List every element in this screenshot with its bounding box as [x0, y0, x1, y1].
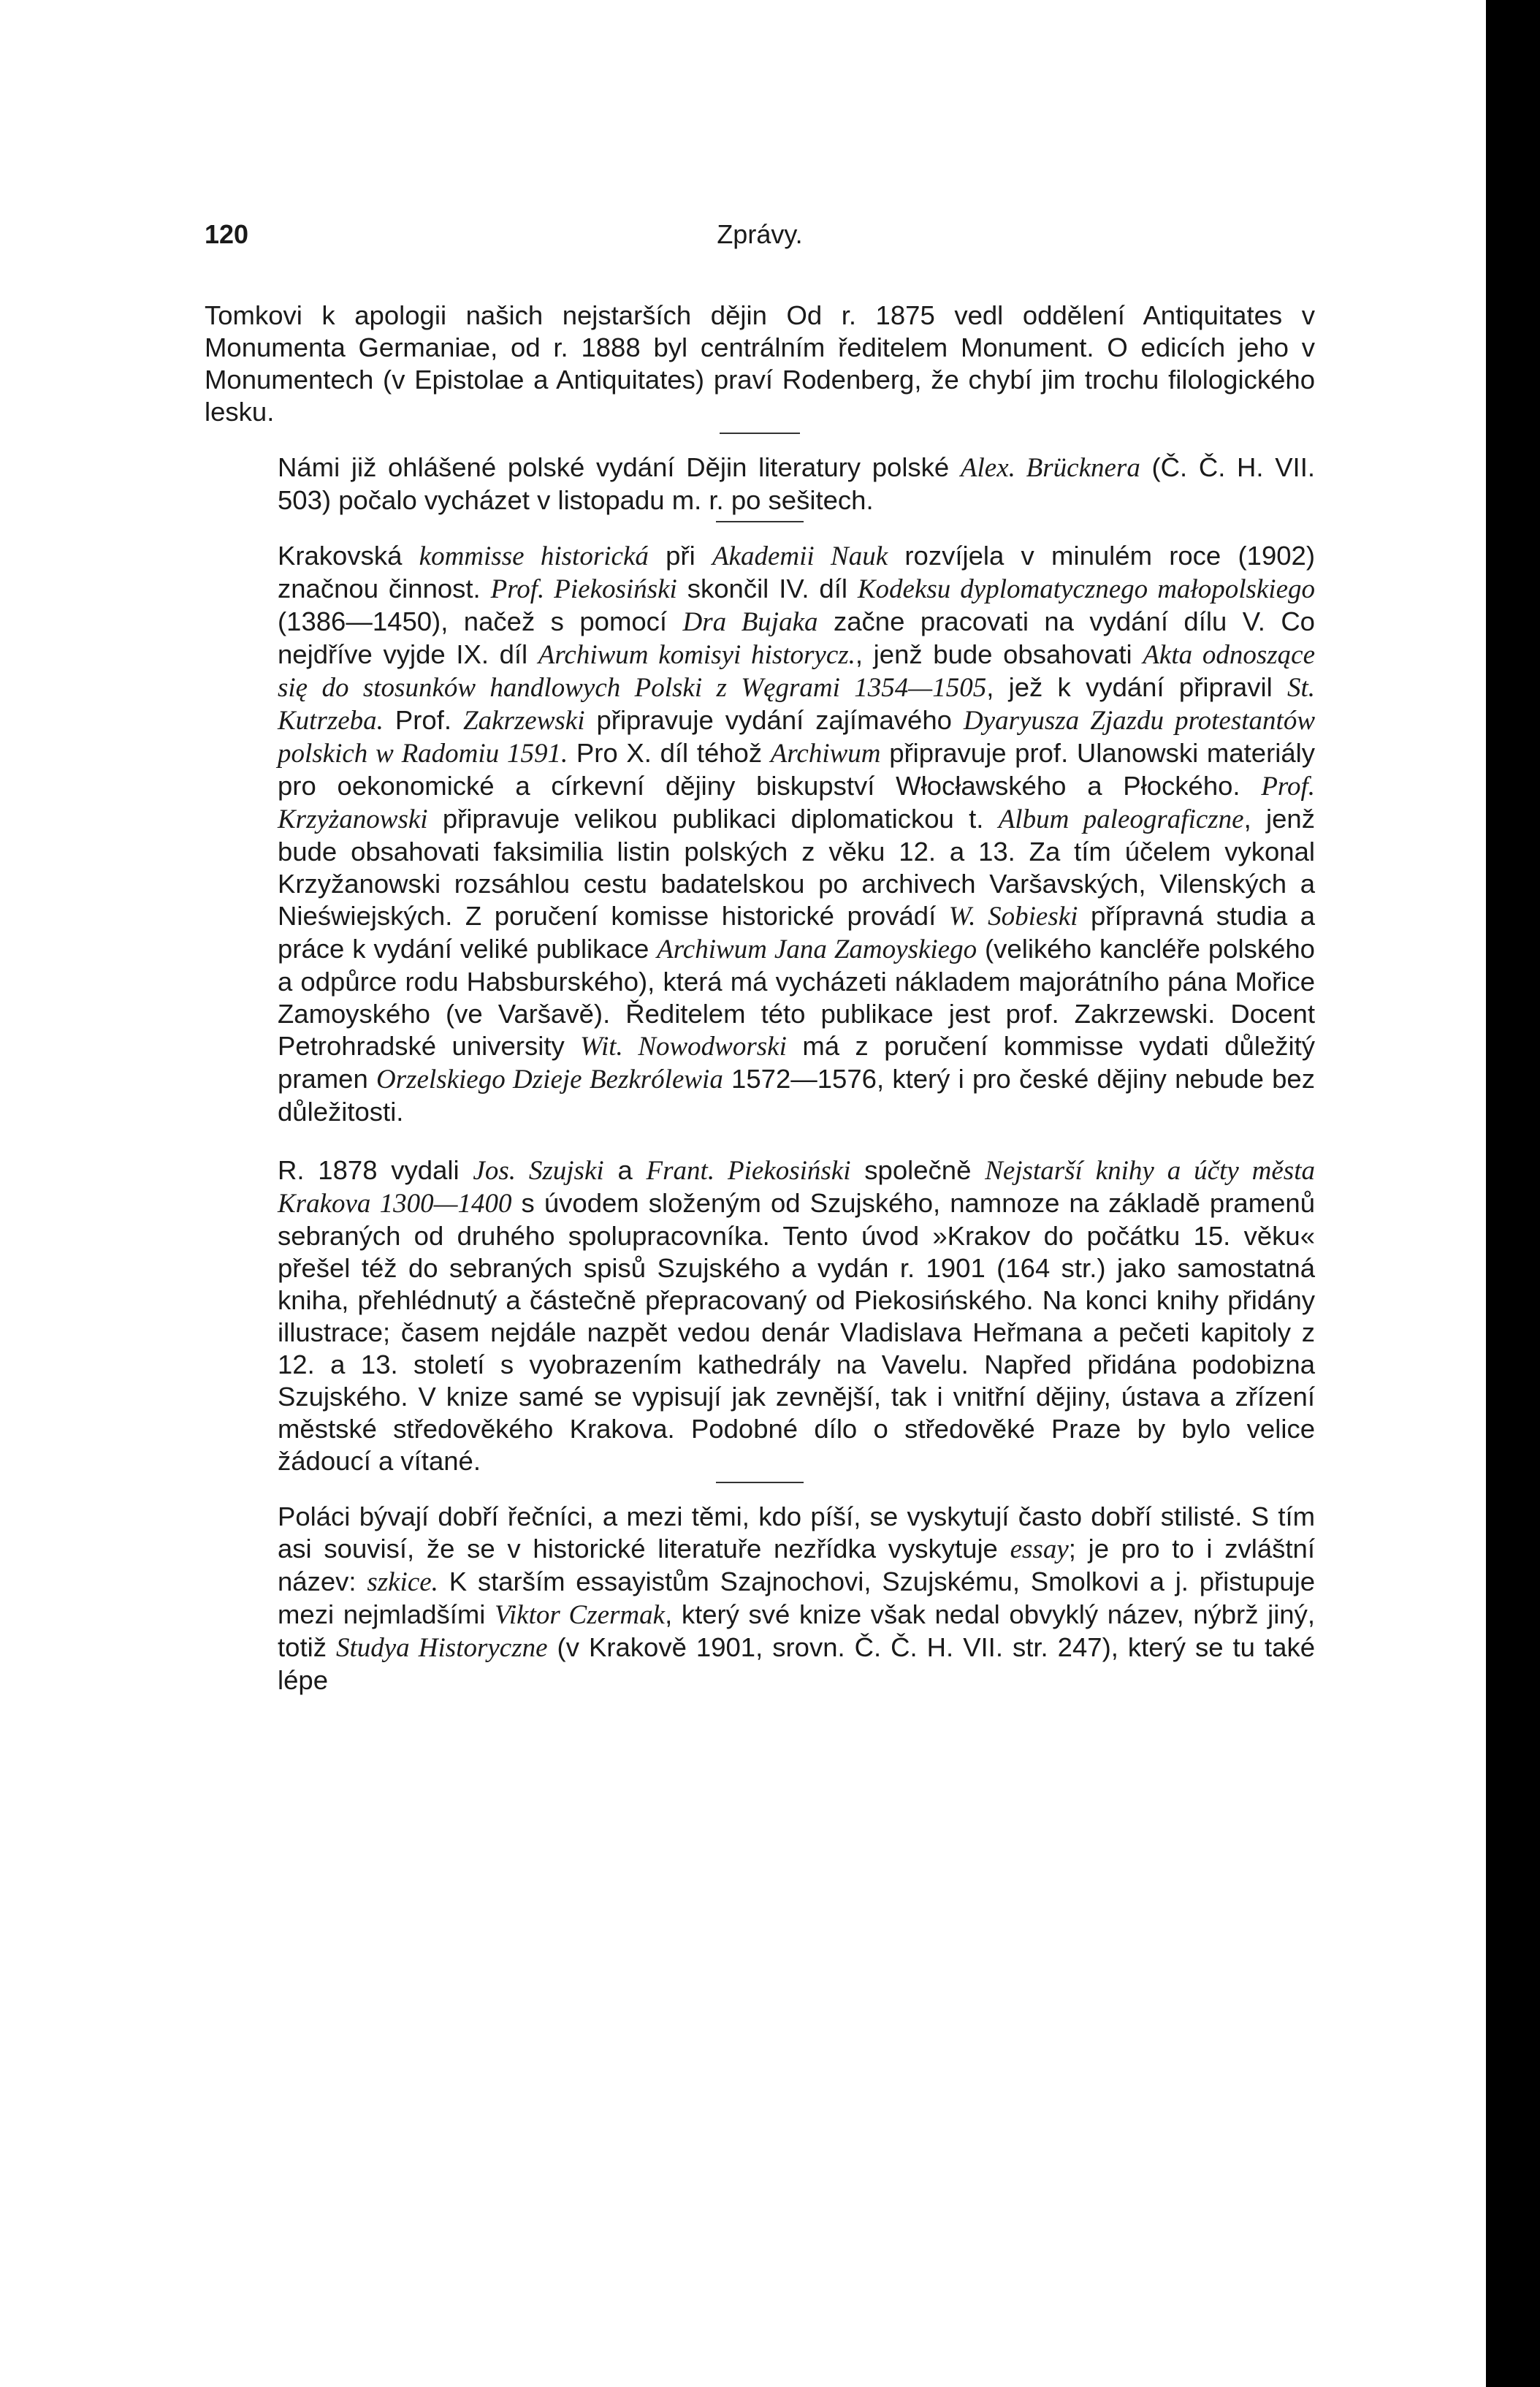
text-run: ; je pro to i zvláštní název:	[278, 1534, 1315, 1596]
page-header	[205, 219, 1315, 263]
text-run: Poláci bývají dobří řečníci, a mezi těmi, kdo píší, se vyskytují často dobří stilisté. S tím asi souvisí, že se v historické literatuře nezřídka vyskytuje	[278, 1501, 1315, 1564]
scan-edge	[1486, 0, 1540, 2387]
italic-citation: Prof. Krzyżanowski	[278, 772, 1315, 834]
page-number: 120	[205, 219, 249, 249]
text-run: připravuje prof. Ulanowski materiály pro oekonomické a církevní dějiny biskupství Włocławského a Płockého.	[278, 738, 1315, 801]
italic-citation: Jos. Szujski	[473, 1156, 604, 1186]
italic-citation: Album paleograficzne	[998, 804, 1244, 834]
italic-citation: Prof. Piekosiński	[490, 574, 677, 604]
italic-citation: W. Sobieski	[948, 902, 1078, 932]
text-run: R. 1878 vydali	[278, 1155, 473, 1185]
text-run: (1386—1450), načež s pomocí	[278, 606, 683, 636]
paragraph	[205, 452, 1315, 517]
text-run: , jež k vydání připravil	[986, 672, 1287, 702]
italic-citation: Akta odnoszące się do stosunków handlowych Polski z Węgrami 1354—1505	[278, 640, 1316, 703]
italic-citation: St. Kutrzeba.	[278, 673, 1315, 736]
text-run: 1572—1576, který i pro české dějiny nebude bez důležitosti.	[278, 1064, 1315, 1127]
text-run: K starším essayistům Szajnochovi, Szujskému, Smolkovi a j. přistupuje mezi nejmladšími	[278, 1566, 1315, 1629]
text-run: , jenž bude obsahovati faksimilia listin polských z věku 12. a 13. Za tím účelem vykonal Krzyžanowski rozsáhlou cestu badatelskou po archivech Varšavských, Vilenských a Nieświejských. Z poručení komisse historické provádí	[278, 804, 1315, 931]
text-run: má z poručení kommisse vydati důležitý pramen	[278, 1031, 1315, 1094]
text-run: připravuje velikou publikaci diplomatickou t.	[427, 804, 999, 834]
italic-citation: Archiwum komisyi historycz.	[538, 640, 855, 670]
separator-rule	[716, 1482, 804, 1483]
paragraph-text: Tomkovi k apologii našich nejstarších dějin Od r. 1875 vedl oddělení Antiquitates v Monumenta Germaniae, od r. 1888 byl centrálním ředitelem Monument. O edicích jeho v Monumentech (v Epistolae a Antiquitates) praví Rodenberg, že chybí jim trochu filologického lesku.	[205, 300, 1315, 427]
italic-citation: Dyaryusza Zjazdu protestantów polskich w Radomiu 1591.	[278, 706, 1315, 769]
paragraph-gap	[205, 1128, 1315, 1154]
italic-citation: Archiwum Jana Zamoyskiego	[657, 934, 977, 964]
text-run: Námi již ohlášené polské vydání Dějin literatury polské	[278, 452, 961, 482]
paragraph	[205, 1154, 1315, 1477]
text-run: a	[603, 1155, 647, 1185]
italic-citation: Dra Bujaka	[682, 607, 818, 637]
running-title: Zprávy.	[717, 219, 803, 249]
text-run: rozvíjela v minulém roce (1902) značnou činnost.	[278, 541, 1315, 604]
italic-citation: Akademii Nauk	[712, 541, 888, 571]
italic-citation: Studya Historyczne	[335, 1633, 548, 1663]
italic-citation: Kodeksu dyplomatycznego małopolskiego	[857, 574, 1315, 604]
text-run: Krakovská	[278, 541, 419, 571]
paragraph	[205, 300, 1315, 428]
separator-rule	[720, 433, 800, 434]
text-run: s úvodem složeným od Szujského, namnoze na základě pramenů sebraných od druhého spolupracovníka. Tento úvod »Krakov do počátku 15. věku« přešel též do sebraných spisů Szujského a vydán r. 1901 (164 str.) jako samostatná kniha, přehlédnutý a částečně přepracovaný od Piekosińského. Na konci knihy přidány illustrace; časem nejdále nazpět vedou denár Vladislava Heřmana a pečeti kapitoly z 12. a 13. století s vyobrazením kathedrály na Vavelu. Napřed přidána podobizna Szujského. V knize samé se vypisují jak zevnější, tak i vnitřní dějiny, ústava a zřízení městské středověkého Krakova. Podobné dílo o středověké Praze by bylo velice žádoucí a vítané.	[278, 1188, 1315, 1476]
italic-citation: Viktor Czermak	[495, 1600, 666, 1630]
text-run: , který své knize však nedal obvyklý název, nýbrž jiný, totiž	[278, 1599, 1315, 1662]
italic-citation: Nejstarší knihy a účty města Krakova 1300—1400	[278, 1156, 1315, 1219]
italic-citation: Archiwum	[770, 739, 881, 769]
text-run: přípravná studia a práce k vydání veliké publikace	[278, 901, 1315, 964]
text-run: , jenž bude obsahovati	[855, 639, 1143, 669]
text-run: začne pracovati na vydání dílu V. Co nejdříve vyjde IX. díl	[278, 606, 1315, 669]
text-run: při	[648, 541, 712, 571]
italic-citation: Zakrzewski	[463, 706, 585, 736]
text-run: společně	[850, 1155, 986, 1185]
italic-citation: kommisse historická	[419, 541, 649, 571]
text-run: skončil IV. díl	[676, 574, 858, 604]
text-run: připravuje vydání zajímavého	[584, 705, 964, 735]
italic-citation: essay	[1010, 1534, 1069, 1564]
separator-rule	[716, 521, 804, 522]
text-run: Pro X. díl téhož	[568, 738, 771, 768]
paragraph	[205, 540, 1315, 1128]
italic-citation: Frant. Piekosiński	[646, 1156, 851, 1186]
body-text	[205, 300, 1315, 1697]
text-run: (v Krakově 1901, srovn. Č. Č. H. VII. str. 247), který se tu také lépe	[278, 1632, 1315, 1695]
italic-citation: szkice.	[367, 1567, 438, 1597]
text-run: (velikého kancléře polského a odpůrce rodu Habsburského), která má vycházeti nákladem majorátního pána Mořice Zamoyského (ve Varšavě). Ředitelem této publikace jest prof. Zakrzewski. Docent Petrohradské university	[278, 934, 1315, 1061]
italic-citation: Alex. Brücknera	[960, 453, 1140, 483]
paragraph	[205, 1501, 1315, 1697]
text-run: Prof.	[383, 705, 463, 735]
italic-citation: Orzelskiego Dzieje Bezkrólewia	[376, 1065, 723, 1094]
text-run: (Č. Č. H. VII. 503) počalo vycházet v listopadu m. r. po sešitech.	[278, 452, 1315, 515]
italic-citation: Wit. Nowodworski	[580, 1032, 787, 1062]
